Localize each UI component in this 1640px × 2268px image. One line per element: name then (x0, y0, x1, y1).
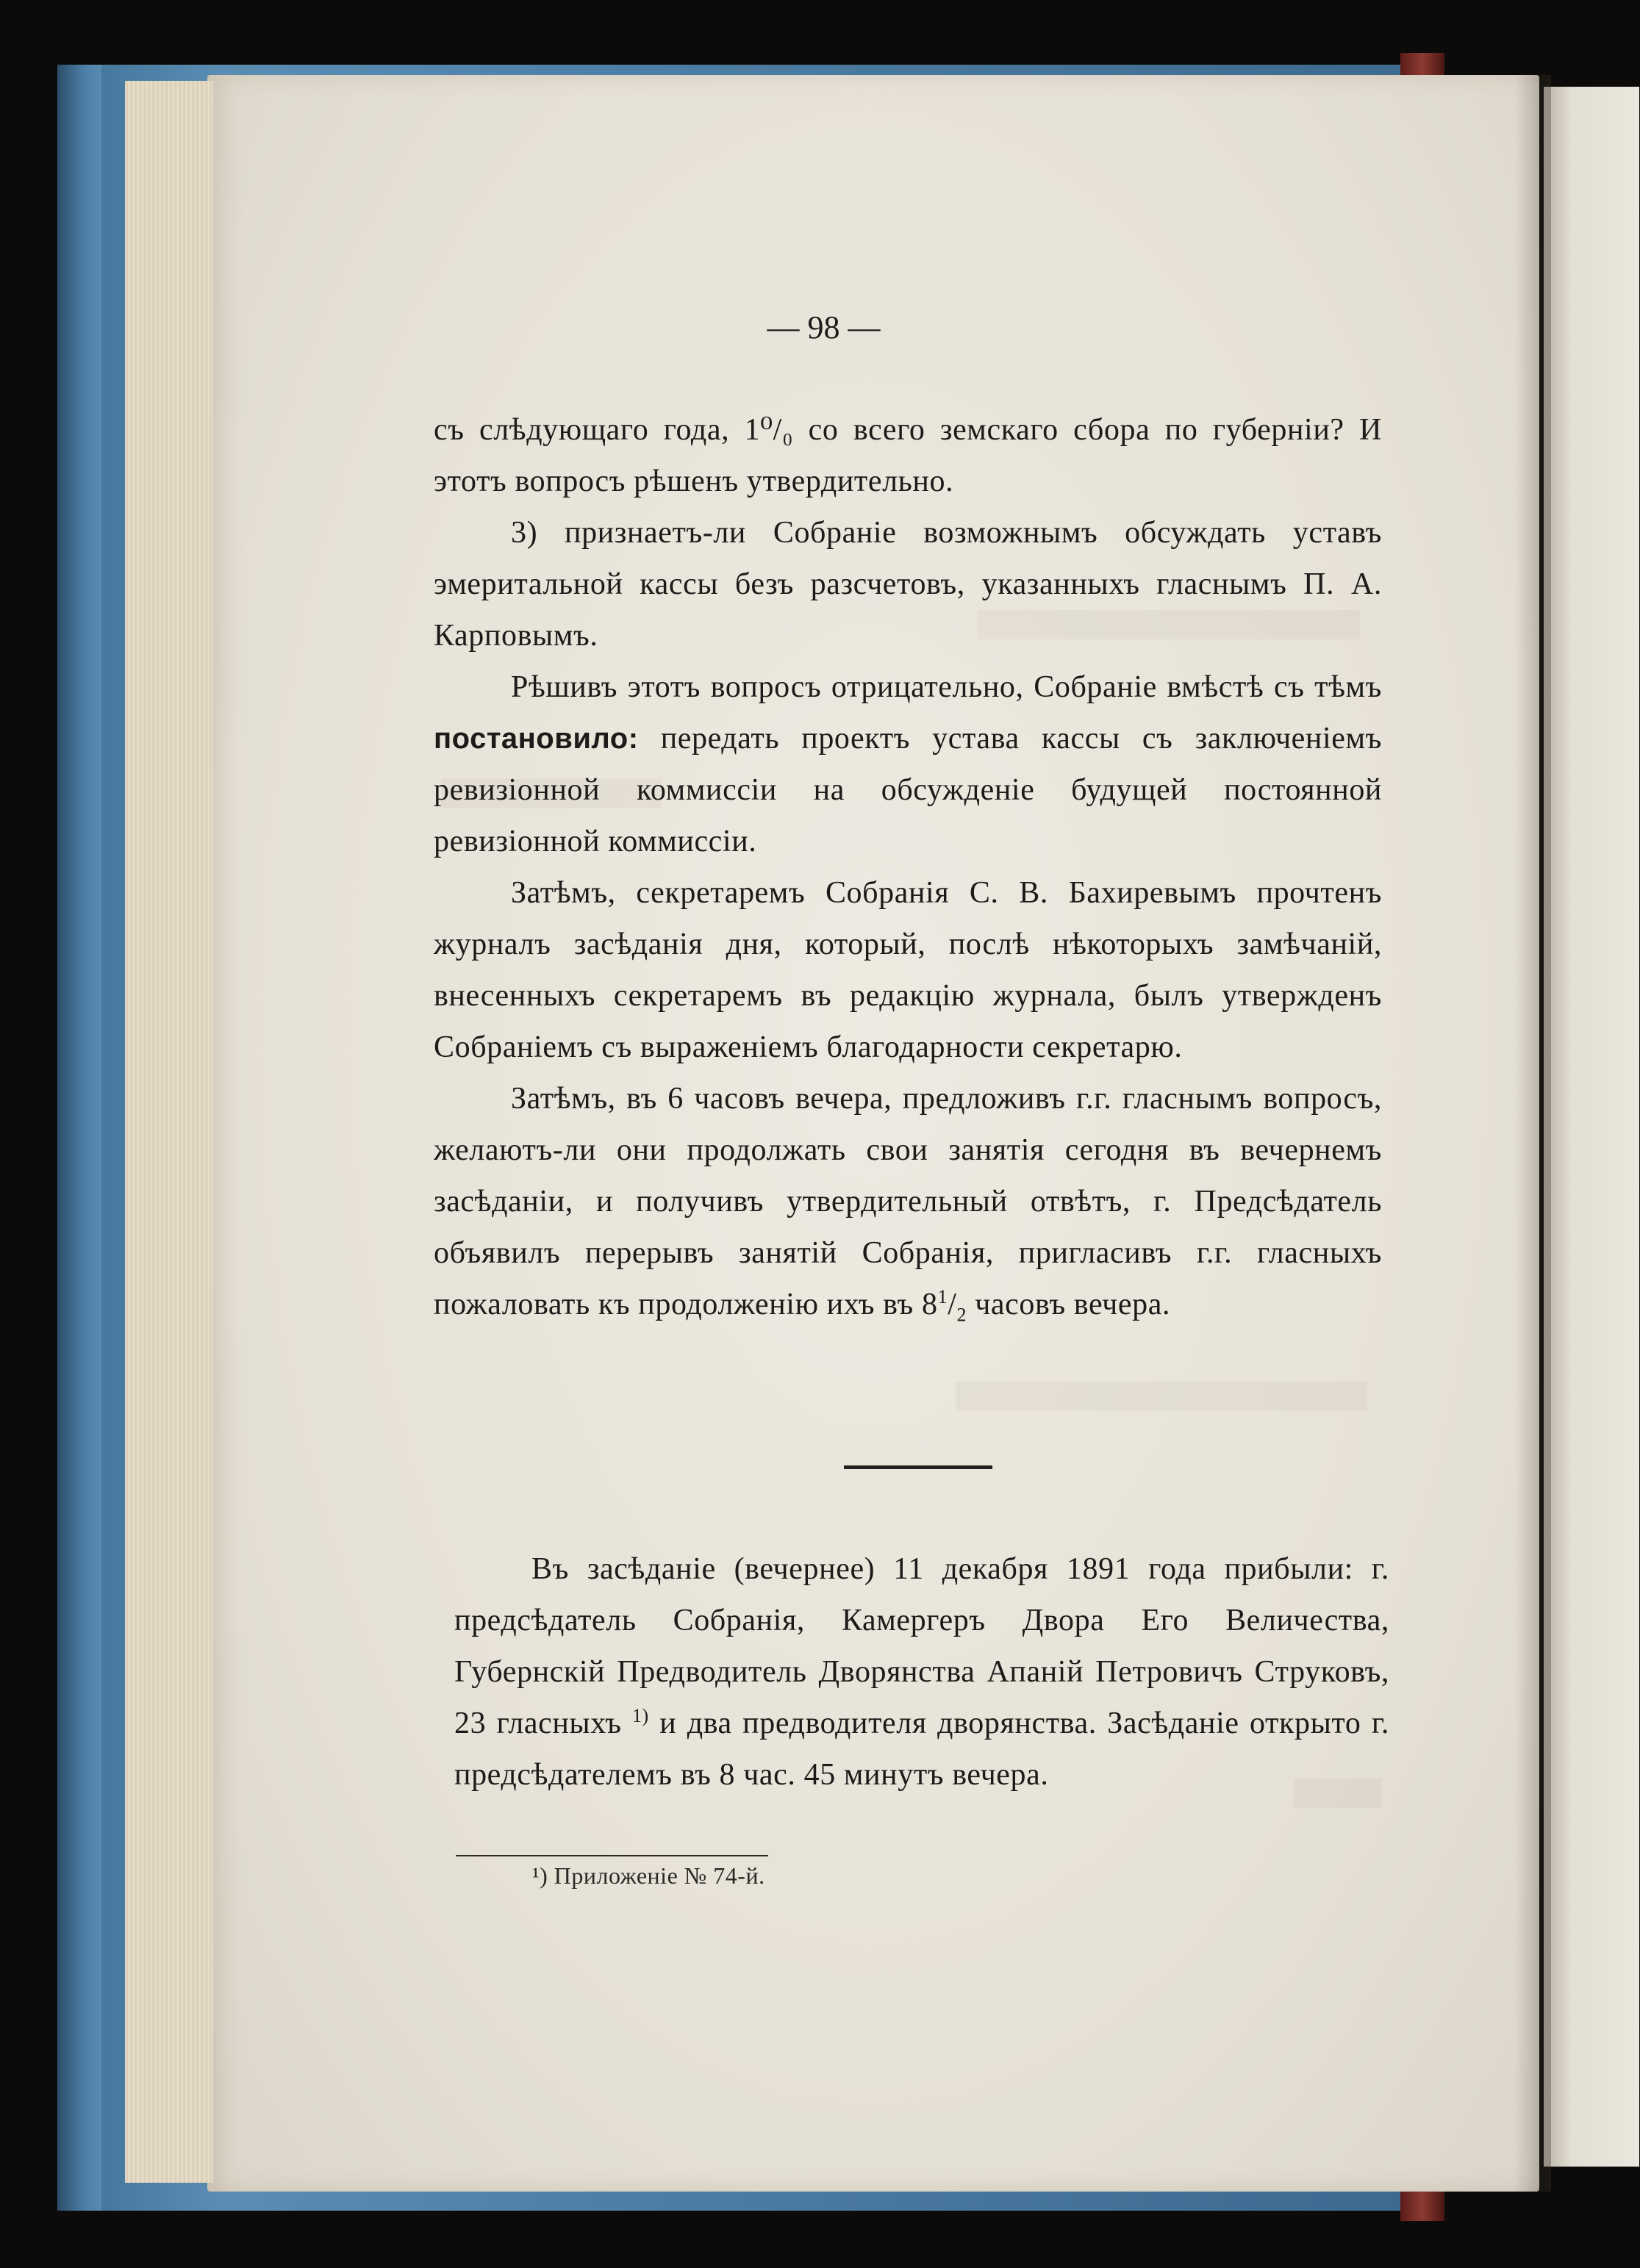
fraction: $8^1/_2$ (921, 1286, 967, 1326)
fraction-denominator: 2 (956, 1304, 967, 1326)
paragraph (454, 1543, 1389, 1801)
text-run: часовъ вечера. (975, 1288, 1171, 1321)
page-stack-edges (125, 81, 213, 2183)
paragraph: 3) признаетъ-ли Собраніе возможнымъ обсуждать уставъ эмеритальной кассы безъ разсчетовъ, указанныхъ гласнымъ П. А. Карповымъ. (434, 516, 1382, 653)
bleed-through-mark (956, 1382, 1367, 1411)
main-text-section (434, 404, 1382, 1330)
evening-session-section (454, 1543, 1389, 1801)
text-run: Въ засѣданіе (вечернее) 11 декабря 1891 года прибыли: г. предсѣдатель Собранія, Камергеръ Двора Его Величества, Губернскій Предводитель Дворянства Апаній Петровичъ Струковъ, 23 гласныхъ (454, 1552, 1389, 1740)
page-number: — 98 — (767, 309, 881, 345)
paragraph (434, 661, 1382, 867)
text-run: и два предводителя дворянства. Засѣданіе открыто г. предсѣдателемъ въ 8 час. 45 минутъ вечера. (454, 1707, 1390, 1792)
footnote: ¹) Приложеніе № 74-й. (532, 1862, 765, 1889)
book-spine (57, 65, 101, 2211)
footnote-reference: 1) (631, 1705, 649, 1726)
fraction-numerator: 1 (937, 1286, 948, 1307)
text-run: Рѣшивъ этотъ вопросъ отрицательно, Собраніе вмѣстѣ съ тѣмъ (511, 670, 1382, 704)
text-run: Затѣмъ, въ 6 часовъ вечера, предложивъ г.г. гласнымъ вопросъ, желаютъ-ли они продолжать свои занятія сегодня въ вечернемъ засѣданіи, и получивъ утвердительный отвѣтъ, г. Предсѣдатель объявилъ перерывъ занятій Собранія, пригласивъ г.г. гласныхъ пожаловать къ продолженію ихъ въ (434, 1082, 1382, 1321)
paragraph (434, 1073, 1382, 1330)
emphasized-text: постановило: (434, 722, 639, 755)
section-divider (844, 1465, 992, 1469)
text-run: передать проектъ устава кассы съ заключеніемъ ревизіонной коммиссіи на обсужденіе будущей постоянной ревизіонной коммиссіи. (434, 722, 1382, 858)
gutter-shadow (1514, 75, 1551, 2192)
paragraph: съ слѣдующаго года, 1⁰/₀ со всего земскаго сбора по губерніи? И этотъ вопросъ рѣшенъ утвердительно. (434, 413, 1382, 498)
paragraph: Затѣмъ, секретаремъ Собранія С. В. Бахиревымъ прочтенъ журналъ засѣданія дня, который, послѣ нѣкоторыхъ замѣчаній, внесенныхъ секретаремъ въ редакцію журнала, былъ утвержденъ Собраніемъ съ выраженіемъ благодарности секретарю. (434, 876, 1382, 1064)
facing-page-edge (1544, 87, 1639, 2167)
footnote-divider (456, 1855, 768, 1856)
fraction-whole: 8 (921, 1288, 938, 1321)
